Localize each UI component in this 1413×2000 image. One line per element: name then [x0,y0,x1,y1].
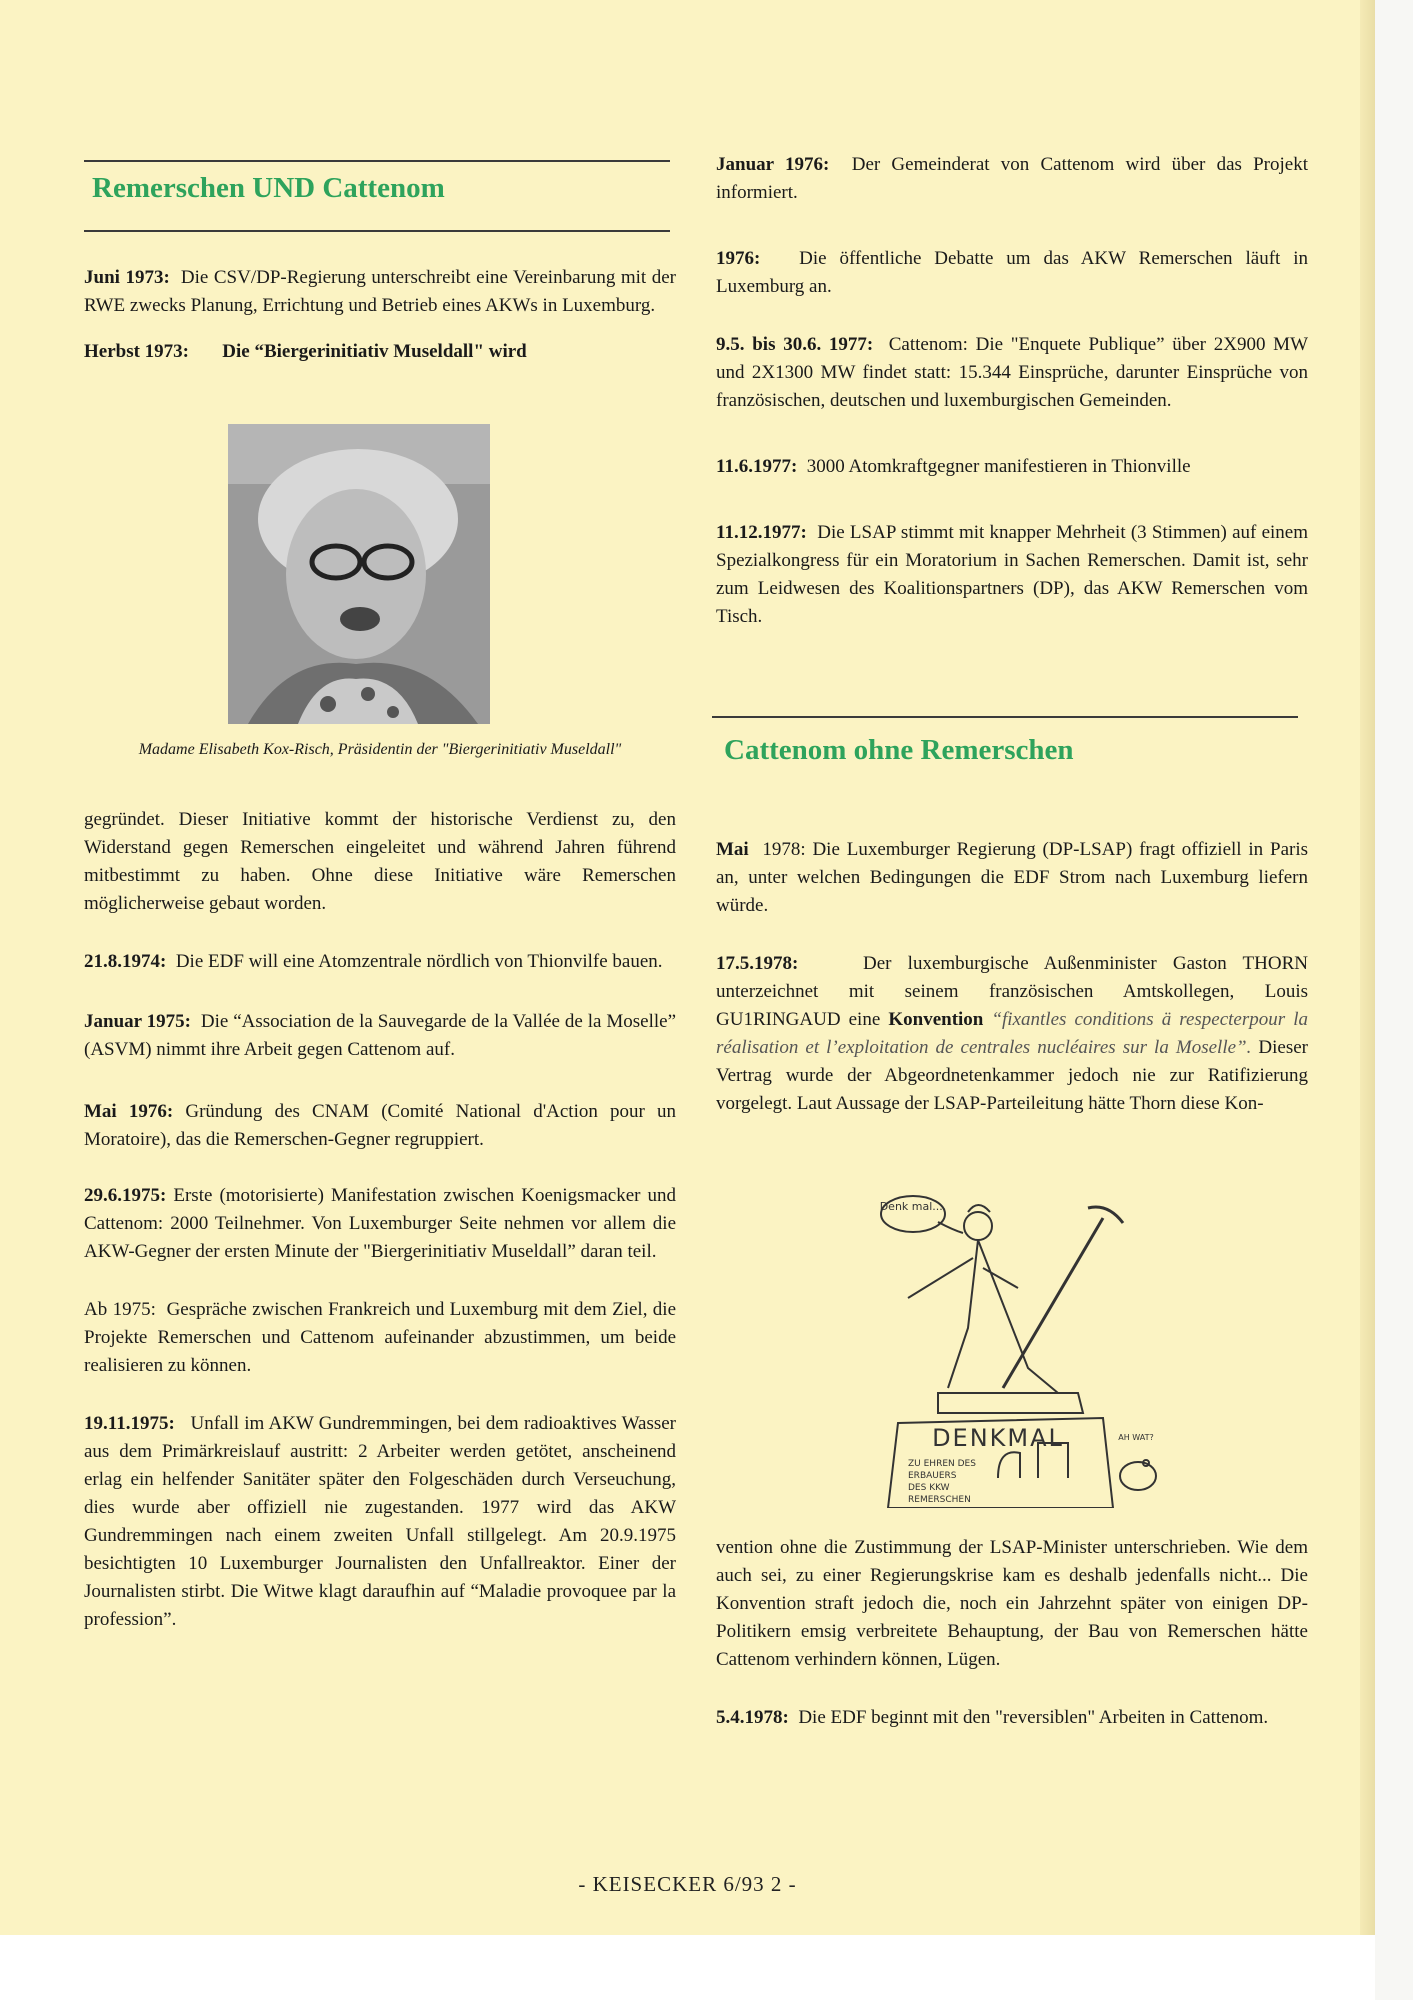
entry-29-6-1975: 29.6.1975: Erste (motorisierte) Manifestation zwischen Koenigsmacker und Cattenom: 2000 Teilnehmer. Von Luxemburger Seite nehmen vor allem die AKW-Gegner der ersten Minute der "Biergerinitiativ Museldall” daran teil. [84,1185,677,1262]
scan-margin [1375,0,1413,2000]
entry-11-12-1977: 11.12.1977: Die LSAP stimmt mit knapper Mehrheit (3 Stimmen) auf einem Spezialkongress für ein Moratorium in Sachen Remerschen. Damit ist, sehr zum Leidwesen des Koalitionspartners (DP), das AKW Remerschen vom Tisch. [716,522,1309,627]
entry-mai-1976: Mai 1976: Gründung des CNAM (Comité National d'Action pour un Moratoire), das die Remerschen-Gegner regruppiert. [84,1101,676,1150]
entry-21-8-1974: 21.8.1974: Die EDF will eine Atomzentrale nördlich von Thionvilfe bauen. [84,951,663,972]
figure-body [948,1240,978,1388]
left-column-main [84,806,676,1634]
entry-konvention-continued: vention ohne die Zustimmung der LSAP-Minister unterschrieben. Wie dem auch sei, zu einer Regierungskrise kam es deshalb jedenfalls nicht... Die Konvention straft jedoch die, noch ein Jahrzehnt später von einigen DP-Politikern emsig verbreitete Behauptung, der Bau von Remerschen hätte Cattenom verhindern können, Lügen. [716,1537,1308,1670]
left-column-top [84,264,676,366]
monument-top [938,1393,1083,1413]
entry-herbst-1973: Herbst 1973: Die “Biergerinitiativ Museldall" wird [84,341,527,362]
sign-line-2: ERBAUERS [908,1471,957,1481]
heading-rule-top [84,160,670,162]
frog-speech: AH WAT? [1118,1433,1154,1442]
right-column-bottom [716,1534,1308,1732]
entry-januar-1976: Januar 1976: Der Gemeinderat von Cattenom wird über das Projekt informiert. [716,154,1309,203]
sign-title: DENKMAL [932,1424,1064,1452]
pickaxe-handle [1003,1218,1103,1388]
entry-1976: 1976: Die öffentliche Debatte um das AKW Remerschen läuft in Luxemburg an. [716,248,1308,297]
heading-rule-section2 [712,716,1298,718]
entry-initiative-continued: gegründet. Dieser Initiative kommt der historische Verdienst zu, den Widerstand gegen Remerschen eingeleitet und während Jahren führend mitbestimmt zu haben. Ohne diese Initiative wäre Remerschen möglicherweise gebaut worden. [84,809,676,914]
entry-januar-1975: Januar 1975: Die “Association de la Sauvegarde de la Vallée de la Moselle” (ASVM) nimmt ihre Arbeit gegen Cattenom auf. [84,1011,677,1060]
entry-11-6-1977: 11.6.1977: 3000 Atomkraftgegner manifestieren in Thionville [716,456,1191,477]
entry-ab-1975: Ab 1975: Gespräche zwischen Frankreich und Luxemburg mit dem Ziel, die Projekte Remerschen und Cattenom aufeinander abzustimmen, um beide realisieren zu können. [84,1299,677,1376]
entry-mai-1978: Mai 1978: Die Luxemburger Regierung (DP-LSAP) fragt offiziell in Paris an, unter welchen Bedingungen die EDF Strom nach Luxemburg liefern würde. [716,839,1308,916]
portrait-photo [228,424,490,724]
photo-caption: Madame Elisabeth Kox-Risch, Präsidentin der "Biergerinitiativ Museldall" [138,741,622,758]
entry-19-11-1975: 19.11.1975: Unfall im AKW Gundremmingen, bei dem radioaktives Wasser aus dem Primärkreislauf austritt: 2 Arbeiter werden getötet, anscheinend erlag ein helfender Sanitäter später den Folgeschäden durch Verseuchung, dies wurde aber offiziell nie zugestanden. 1977 wird das AKW Gundremmingen nach einem zweiten Unfall stillgelegt. Am 20.9.1975 besichtigten 10 Luxemburger Journalisten den Unfallreaktor. Einer der Journalisten stirbt. Die Witwe klagt daraufhin auf “Maladie provoquee par la profession”. [84,1413,677,1630]
sign-line-1: ZU EHREN DES [908,1459,976,1469]
entry-5-4-1978: 5.4.1978: Die EDF beginnt mit den "reversiblen" Arbeiten in Cattenom. [716,1707,1269,1728]
page-fold-shadow [1360,0,1375,1935]
entry-juni-1973: Juni 1973: Die CSV/DP-Regierung unterschreibt eine Vereinbarung mit der RWE zwecks Planung, Errichtung und Betrieb eines AKWs in Luxemburg. [84,267,677,316]
figure-head [964,1212,992,1240]
speech-bubble-text: Denk mal.... [879,1200,947,1213]
heading-rule-bottom [84,230,670,232]
entry-17-5-1978: 17.5.1978: Der luxemburgische Außenminister Gaston THORN unterzeichnet mit seinem französischen Amtskollegen, Louis GU1RINGAUD eine Konvention “fixantles conditions ä respecterpour la réalisation et l’exploitation de centrales nucléaires sur la Moselle”. Dieser Vertrag wurde der Abgeordnetenkammer jedoch nie zur Ratifizierung vorgelegt. Laut Aussage der LSAP-Parteileitung hätte Thorn diese Kon- [716,953,1309,1114]
section-heading-cattenom-ohne-remerschen: Cattenom ohne Remerschen [724,734,1074,766]
figure-arm-pointing [908,1258,973,1298]
portrait-image [228,424,490,724]
right-column-mid [716,836,1308,1118]
right-column-top [716,151,1308,631]
section-heading-remerschen-und-cattenom: Remerschen UND Cattenom [92,172,445,204]
denkmal-cartoon [868,1178,1168,1508]
page-footer: - KEISECKER 6/93 2 - [578,1872,797,1896]
frog-figure [1120,1462,1156,1490]
sign-line-3: DES KKW [908,1483,950,1493]
sign-line-4: REMERSCHEN [908,1495,971,1505]
entry-enquete-1977: 9.5. bis 30.6. 1977: Cattenom: Die "Enquete Publique” über 2X900 MW und 2X1300 MW findet statt: 15.344 Einsprüche, darunter Einsprüche von französischen, deutschen und luxemburgischen Gemeinden. [716,334,1309,411]
